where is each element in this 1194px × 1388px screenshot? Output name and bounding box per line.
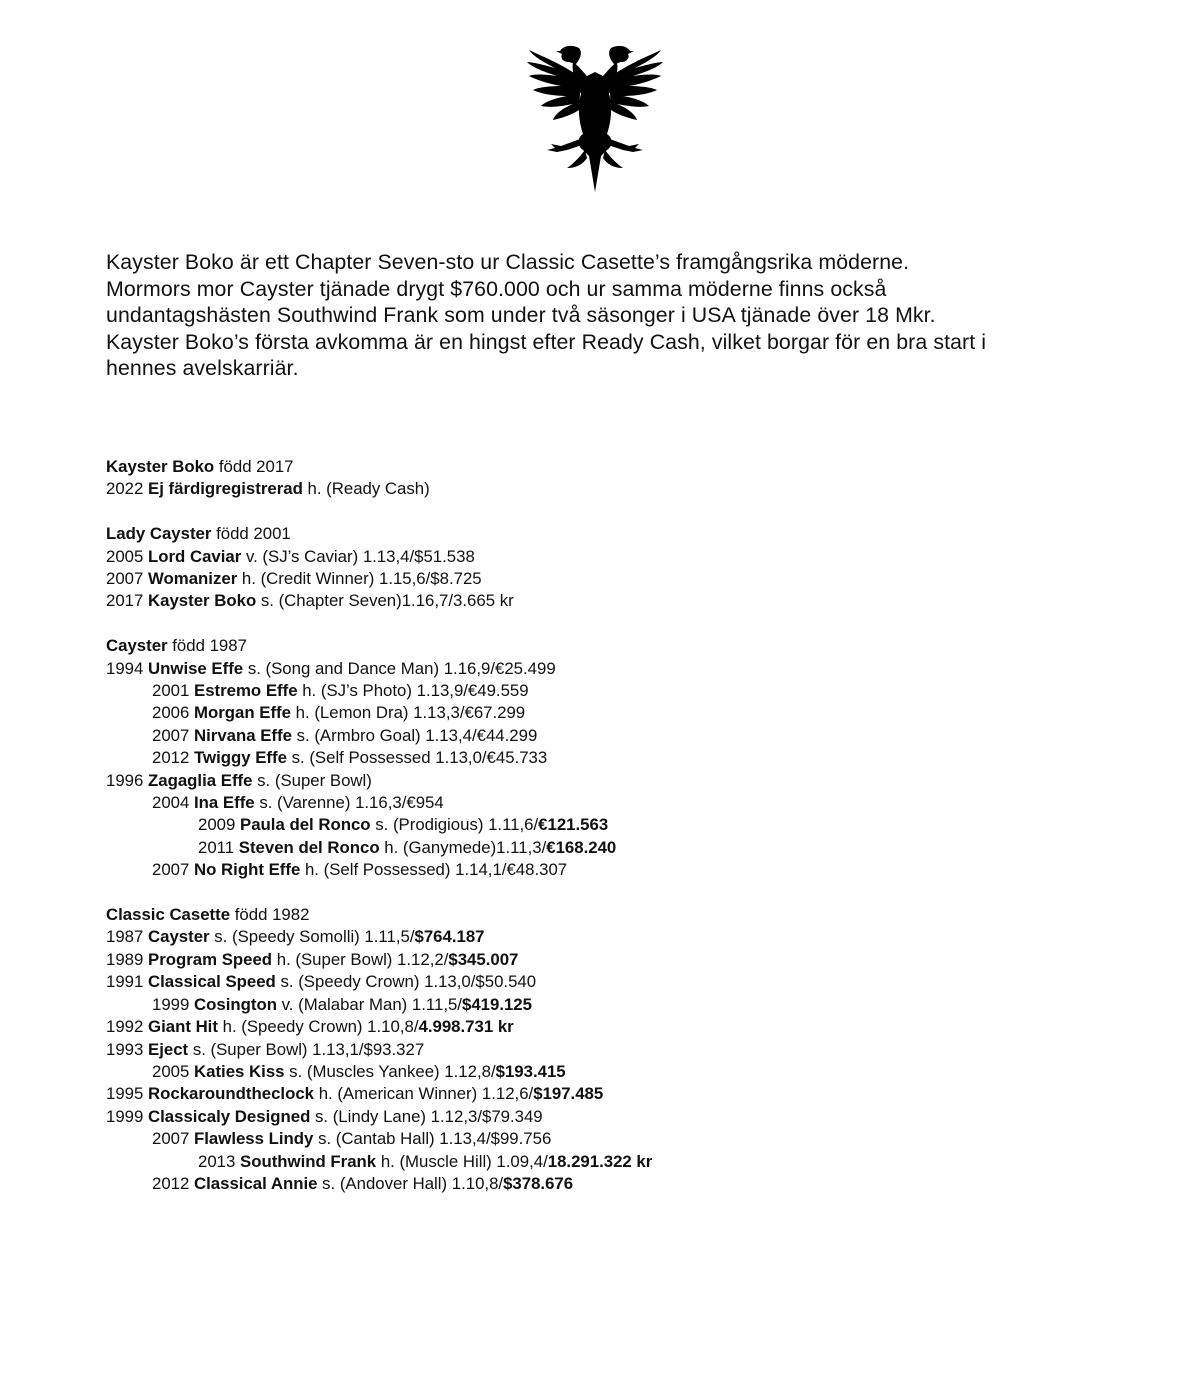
- offspring-year: 2022: [106, 479, 144, 499]
- offspring-info: v. (SJ’s Caviar) 1.13,4/$51.538: [245, 546, 475, 566]
- offspring-info: s. (Speedy Crown) 1.13,0/$50.540: [280, 972, 537, 992]
- dam-name: Classic Casette: [106, 905, 231, 925]
- offspring-year: 2009: [198, 815, 236, 835]
- dam-heading: [106, 904, 1106, 926]
- dam-born: född 1982: [234, 905, 310, 925]
- offspring-name: Lord Caviar: [148, 546, 242, 566]
- dam-born: född 2017: [218, 457, 294, 476]
- offspring-name: Classicaly Designed: [148, 1106, 311, 1126]
- offspring-year: 1989: [106, 949, 144, 969]
- offspring-year: 2012: [152, 1173, 190, 1193]
- offspring-info: h. (Self Possessed) 1.14,1/€48.307: [304, 860, 568, 880]
- offspring-year: 2005: [152, 1061, 190, 1081]
- offspring-name: Zagaglia Effe: [148, 770, 253, 790]
- offspring-row: [106, 837, 1106, 859]
- offspring-name: Ej färdigregistrerad: [148, 479, 303, 499]
- offspring-earnings: $419.125: [461, 994, 532, 1014]
- offspring-info: s. (Super Bowl) 1.13,1/$93.327: [192, 1039, 425, 1059]
- offspring-info: h. (Ready Cash): [307, 479, 430, 499]
- offspring-earnings: $197.485: [533, 1084, 604, 1104]
- offspring-year: 2001: [152, 681, 190, 701]
- offspring-year: 2007: [152, 860, 190, 880]
- intro-line: undantagshästen Southwind Frank som under två säsonger i USA tjänade över 18 Mkr.: [106, 303, 936, 327]
- pedigree-block: [106, 456, 1106, 501]
- dam-heading: [106, 456, 1106, 478]
- offspring-name: Katies Kiss: [194, 1061, 285, 1081]
- offspring-name: Cayster: [148, 927, 210, 947]
- offspring-year: 1992: [106, 1017, 144, 1037]
- offspring-year: 1993: [106, 1039, 144, 1059]
- offspring-year: 1996: [106, 770, 144, 790]
- intro-line: hennes avelskarriär.: [106, 356, 299, 380]
- offspring-info: v. (Malabar Man) 1.11,5/: [281, 994, 462, 1014]
- offspring-info: h. (Speedy Crown) 1.10,8/: [222, 1017, 419, 1037]
- offspring-name: Twiggy Effe: [194, 748, 287, 768]
- offspring-row: [106, 725, 1106, 747]
- offspring-info: s. (Muscles Yankee) 1.12,8/: [289, 1061, 496, 1081]
- offspring-year: 2006: [152, 703, 190, 723]
- offspring-row: [106, 1151, 1106, 1173]
- offspring-row: [106, 1083, 1106, 1105]
- offspring-row: [106, 1173, 1106, 1195]
- offspring-row: [106, 568, 1106, 590]
- offspring-info: s. (Armbro Goal) 1.13,4/€44.299: [296, 725, 538, 745]
- offspring-name: Unwise Effe: [148, 658, 244, 678]
- offspring-row: [106, 1061, 1106, 1083]
- offspring-name: Ina Effe: [194, 793, 255, 813]
- offspring-row: [106, 792, 1106, 814]
- offspring-info: h. (Muscle Hill) 1.09,4/: [380, 1151, 548, 1171]
- offspring-year: 2017: [106, 591, 144, 611]
- offspring-name: Steven del Ronco: [238, 837, 380, 857]
- offspring-info: h. (Lemon Dra) 1.13,3/€67.299: [295, 703, 526, 723]
- dam-name: Cayster: [106, 636, 168, 656]
- offspring-row: [106, 971, 1106, 993]
- offspring-name: Kayster Boko: [148, 591, 257, 611]
- offspring-info: s. (Andover Hall) 1.10,8/: [322, 1173, 504, 1193]
- offspring-earnings: $345.007: [448, 949, 519, 969]
- offspring-name: Womanizer: [148, 569, 238, 589]
- offspring-name: Paula del Ronco: [240, 815, 371, 835]
- offspring-year: 2007: [106, 569, 144, 589]
- offspring-info: s. (Chapter Seven)1.16,7/3.665 kr: [260, 591, 514, 611]
- pedigree-block: [106, 904, 1106, 1195]
- offspring-row: [106, 1039, 1106, 1061]
- offspring-year: 2012: [152, 748, 190, 768]
- offspring-year: 1999: [152, 994, 190, 1014]
- offspring-row: [106, 1106, 1106, 1128]
- offspring-info: s. (Varenne) 1.16,3/€954: [259, 793, 444, 813]
- offspring-name: Southwind Frank: [240, 1151, 377, 1171]
- offspring-year: 1994: [106, 658, 144, 678]
- offspring-earnings: $378.676: [503, 1173, 574, 1193]
- offspring-row: [106, 658, 1106, 680]
- offspring-info: h. (Ganymede)1.11,3/: [384, 837, 547, 857]
- offspring-name: Cosington: [194, 994, 277, 1014]
- offspring-name: Classical Speed: [148, 972, 276, 992]
- offspring-name: No Right Effe: [194, 860, 301, 880]
- intro-line: Kayster Boko är ett Chapter Seven-sto ur Classic Casette’s framgångsrika möderne.: [106, 250, 910, 274]
- offspring-row: [106, 926, 1106, 948]
- offspring-name: Morgan Effe: [194, 703, 291, 723]
- offspring-earnings: 18.291.322 kr: [547, 1151, 653, 1171]
- offspring-row: [106, 994, 1106, 1016]
- dam-heading: [106, 523, 1106, 545]
- offspring-earnings: €121.563: [538, 815, 609, 835]
- double-headed-eagle-icon: [527, 42, 663, 192]
- pedigree-block: [106, 635, 1106, 881]
- intro-line: Kayster Boko’s första avkomma är en hingst efter Ready Cash, vilket borgar för en bra start i: [106, 329, 987, 354]
- dam-born: född 1987: [172, 636, 247, 656]
- offspring-year: 1995: [106, 1084, 144, 1104]
- offspring-name: Program Speed: [148, 949, 273, 969]
- offspring-year: 2004: [152, 793, 190, 813]
- offspring-row: [106, 1016, 1106, 1038]
- dam-heading: [106, 635, 1106, 657]
- offspring-year: 1987: [106, 927, 144, 947]
- offspring-info: s. (Cantab Hall) 1.13,4/$99.756: [318, 1129, 552, 1149]
- dam-name: Lady Cayster: [106, 524, 212, 544]
- offspring-earnings: €168.240: [546, 837, 617, 857]
- offspring-row: [106, 949, 1106, 971]
- offspring-info: h. (Super Bowl) 1.12,2/: [276, 949, 449, 969]
- intro-text: [106, 249, 1106, 382]
- offspring-name: Nirvana Effe: [194, 725, 292, 745]
- offspring-row: [106, 1128, 1106, 1150]
- offspring-year: 2005: [106, 546, 144, 566]
- offspring-year: 2007: [152, 725, 190, 745]
- offspring-year: 2007: [152, 1129, 190, 1149]
- offspring-row: [106, 747, 1106, 769]
- offspring-row: [106, 680, 1106, 702]
- offspring-info: s. (Speedy Somolli) 1.11,5/: [214, 927, 415, 947]
- offspring-row: [106, 859, 1106, 881]
- offspring-name: Classical Annie: [194, 1173, 318, 1193]
- offspring-row: [106, 590, 1106, 612]
- offspring-earnings: $193.415: [495, 1061, 566, 1081]
- offspring-info: s. (Song and Dance Man) 1.16,9/€25.499: [247, 658, 556, 678]
- dam-born: född 2001: [216, 524, 291, 544]
- offspring-row: [106, 814, 1106, 836]
- offspring-name: Flawless Lindy: [194, 1129, 314, 1149]
- offspring-year: 2011: [198, 837, 235, 857]
- offspring-earnings: $764.187: [414, 927, 485, 947]
- offspring-name: Eject: [148, 1039, 189, 1059]
- offspring-row: [106, 546, 1106, 568]
- offspring-earnings: 4.998.731 kr: [418, 1017, 514, 1037]
- offspring-name: Giant Hit: [148, 1017, 218, 1037]
- pedigree-block: [106, 523, 1106, 613]
- offspring-year: 1999: [106, 1106, 144, 1126]
- offspring-year: 1991: [106, 972, 144, 992]
- offspring-row: [106, 770, 1106, 792]
- dam-name: Kayster Boko: [106, 457, 215, 476]
- offspring-name: Estremo Effe: [194, 681, 298, 701]
- offspring-row: [106, 478, 1106, 500]
- pedigree-list: [106, 456, 1106, 1218]
- offspring-row: [106, 702, 1106, 724]
- offspring-info: s. (Self Possessed 1.13,0/€45.733: [291, 748, 548, 768]
- offspring-info: s. (Lindy Lane) 1.12,3/$79.349: [315, 1106, 543, 1126]
- offspring-info: s. (Super Bowl): [257, 770, 372, 790]
- offspring-info: h. (American Winner) 1.12,6/: [318, 1084, 534, 1104]
- offspring-name: Rockaroundtheclock: [148, 1084, 315, 1104]
- offspring-info: s. (Prodigious) 1.11,6/: [375, 815, 539, 835]
- offspring-info: h. (Credit Winner) 1.15,6/$8.725: [241, 569, 482, 589]
- offspring-year: 2013: [198, 1151, 236, 1171]
- intro-line: Mormors mor Cayster tjänade drygt $760.000 och ur samma möderne finns också: [106, 276, 887, 301]
- offspring-info: h. (SJ’s Photo) 1.13,9/€49.559: [302, 681, 529, 701]
